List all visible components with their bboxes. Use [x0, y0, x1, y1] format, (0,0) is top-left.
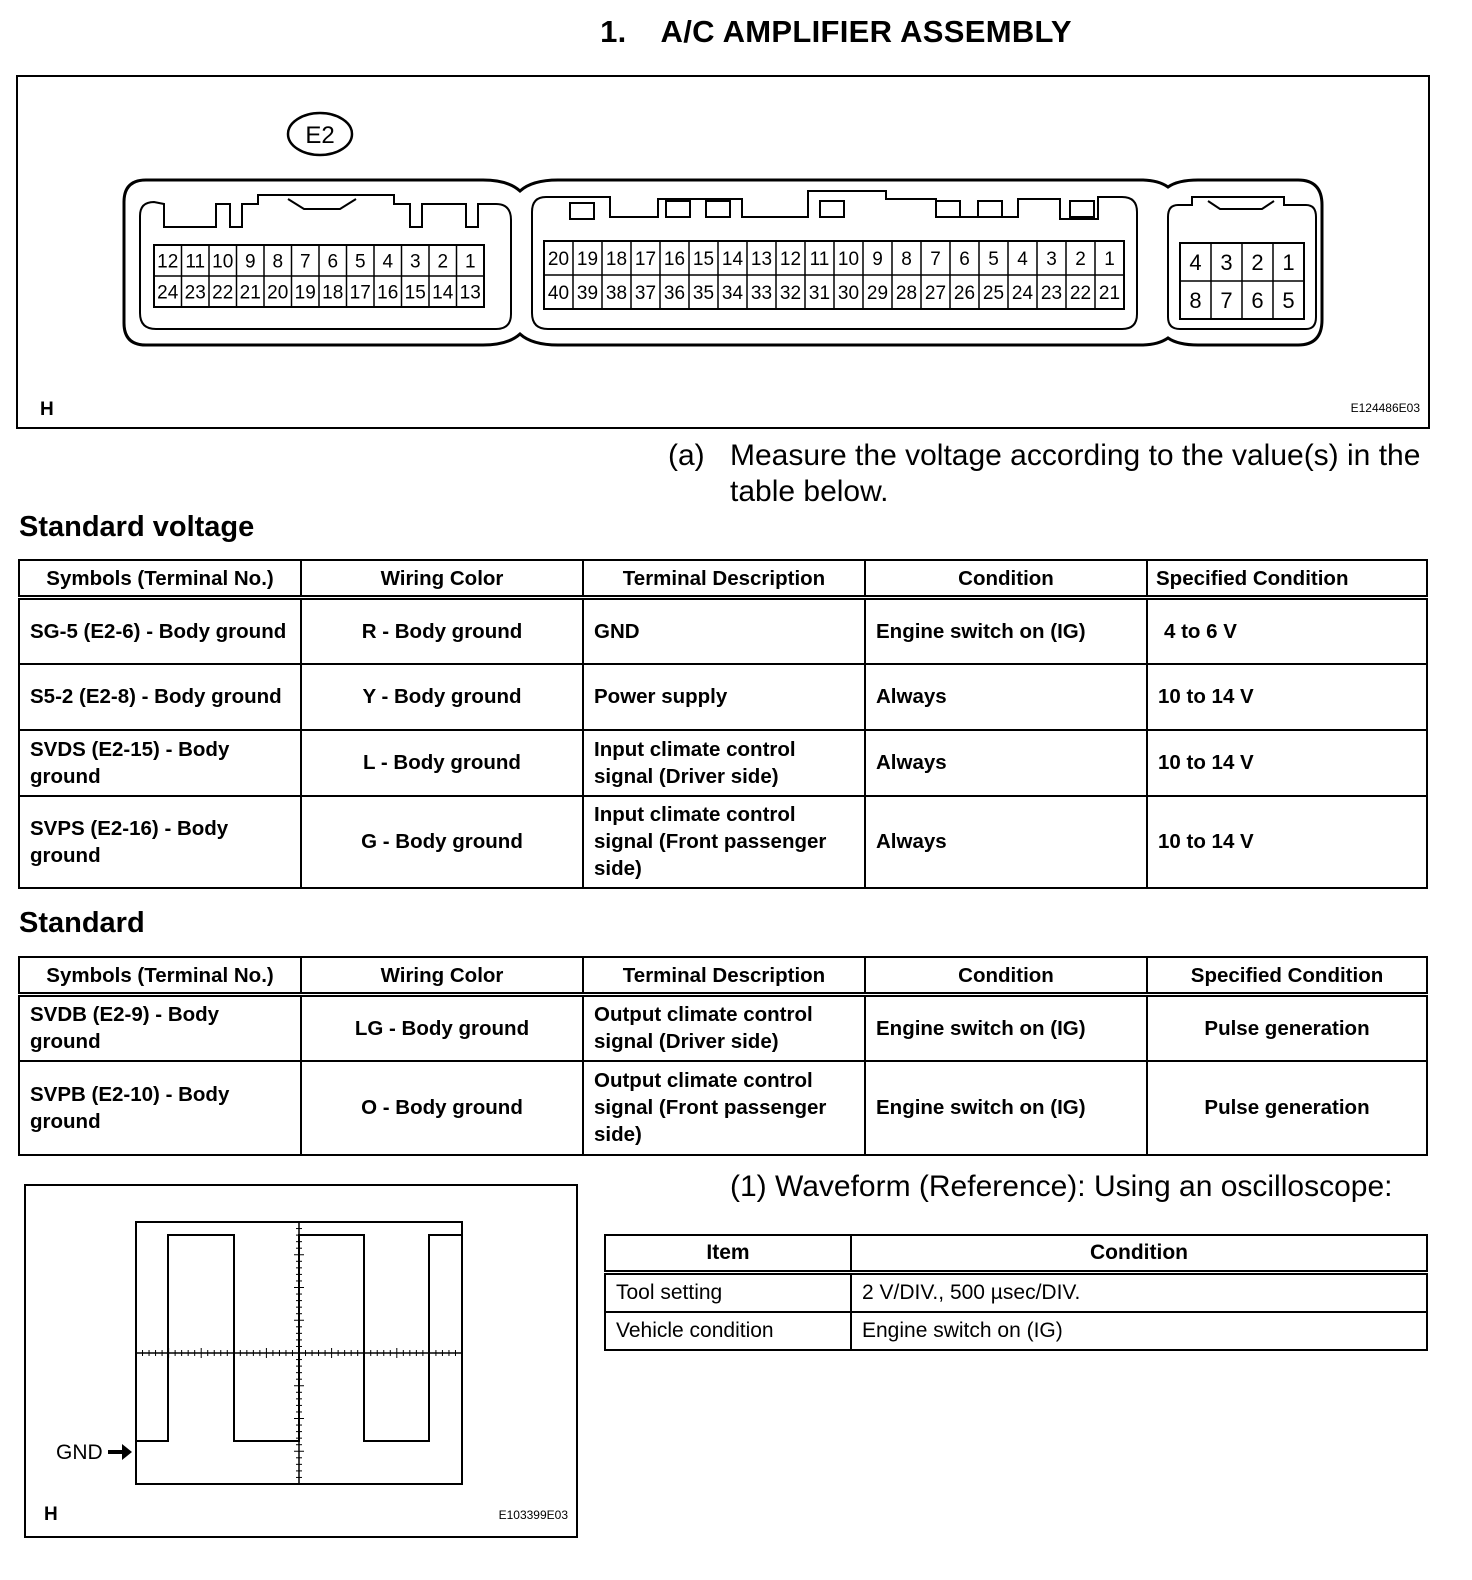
table-row [19, 1061, 1427, 1155]
pin-number: 26 [953, 282, 976, 304]
pin-number: 7 [1220, 287, 1233, 313]
corner-mark: H [40, 399, 54, 420]
standard-voltage-table [18, 559, 1428, 889]
wiring-cell: O - Body ground [301, 1061, 583, 1155]
pin-number: 12 [779, 248, 802, 270]
instruction [668, 438, 1448, 514]
pin-number: 35 [692, 282, 715, 304]
standard-table [18, 956, 1428, 1156]
pin-number: 6 [1251, 287, 1264, 313]
symbol-cell: SVPB (E2-10) - Body ground [19, 1061, 301, 1155]
pin-number: 14 [721, 248, 744, 270]
pin-number: 24 [1011, 282, 1034, 304]
pin-number: 4 [1017, 248, 1028, 270]
condition-cell: Engine switch on (IG) [851, 1312, 1427, 1350]
description-cell: Power supply [583, 664, 865, 730]
pin-number: 20 [547, 248, 570, 270]
table-row [605, 1273, 1427, 1313]
lock-window [978, 201, 1002, 217]
pin-number: 38 [605, 282, 628, 304]
table2-heading: Standard [19, 907, 145, 939]
gnd-arrow-icon [108, 1444, 132, 1460]
item-cell: Vehicle condition [605, 1312, 851, 1350]
pin-number: 11 [809, 248, 830, 270]
page-title [0, 14, 1472, 50]
lock-window [570, 203, 594, 219]
section-title: A/C AMPLIFIER ASSEMBLY [660, 14, 1072, 49]
waveform-caption: (1) Waveform (Reference): Using an oscilloscope: [730, 1170, 1393, 1203]
figure-id: E124486E03 [1350, 401, 1420, 415]
wiring-cell: LG - Body ground [301, 995, 583, 1061]
column-header: Specified Condition [1147, 560, 1427, 598]
pin-number: 32 [779, 282, 802, 304]
table-header-row [19, 560, 1427, 598]
pin-number: 1 [1104, 248, 1115, 270]
description-cell: Output climate control signal (Front passenger side) [583, 1061, 865, 1155]
pin-number: 1 [464, 251, 476, 273]
pin-number: 18 [605, 248, 628, 270]
gnd-label: GND [56, 1441, 103, 1464]
pin-number: 10 [837, 248, 860, 270]
condition-cell: Always [865, 664, 1147, 730]
pin-number: 21 [1098, 282, 1121, 304]
pin-number: 23 [1040, 282, 1063, 304]
wiring-cell: L - Body ground [301, 730, 583, 796]
column-header: Terminal Description [583, 957, 865, 995]
instruction-text: Measure the voltage according to the value(s) in the table below. [730, 439, 1421, 508]
pin-number: 4 [382, 251, 394, 273]
pin-number: 25 [982, 282, 1005, 304]
specified-cell: 10 to 14 V [1147, 796, 1427, 888]
pin-number: 17 [634, 248, 657, 270]
condition-cell: Engine switch on (IG) [865, 1061, 1147, 1155]
column-header: Symbols (Terminal No.) [19, 560, 301, 598]
waveform-condition-table [604, 1234, 1428, 1351]
symbol-cell: S5-2 (E2-8) - Body ground [19, 664, 301, 730]
specified-cell: 10 to 14 V [1147, 664, 1427, 730]
pin-number: 18 [322, 282, 344, 304]
pin-number: 36 [663, 282, 686, 304]
table-row [19, 664, 1427, 730]
pin-number: 12 [157, 251, 179, 273]
connector-label: E2 [305, 122, 335, 149]
pin-number: 24 [157, 282, 179, 304]
pin-number: 21 [239, 282, 261, 304]
table-row [19, 598, 1427, 664]
pin-number: 10 [212, 251, 234, 273]
pin-number: 16 [663, 248, 686, 270]
description-cell: GND [583, 598, 865, 664]
connector-diagram [18, 77, 1428, 427]
lock-window [666, 201, 690, 217]
condition-cell: Engine switch on (IG) [865, 598, 1147, 664]
pin-number: 11 [185, 251, 206, 273]
pin-number: 14 [432, 282, 454, 304]
condition-cell: Always [865, 730, 1147, 796]
pin-number: 9 [872, 248, 883, 270]
pin-number: 16 [377, 282, 399, 304]
condition-cell: Engine switch on (IG) [865, 995, 1147, 1061]
lock-window [820, 201, 844, 217]
lock-window [706, 201, 730, 217]
table-row [605, 1312, 1427, 1350]
pin-number: 22 [212, 282, 234, 304]
description-cell: Output climate control signal (Driver side) [583, 995, 865, 1061]
pin-number: 5 [988, 248, 999, 270]
item-cell: Tool setting [605, 1273, 851, 1313]
oscilloscope-waveform [26, 1186, 576, 1536]
pin-number: 30 [837, 282, 860, 304]
pin-number: 13 [750, 248, 773, 270]
column-header: Terminal Description [583, 560, 865, 598]
table1-heading: Standard voltage [19, 511, 255, 543]
column-header: Wiring Color [301, 957, 583, 995]
pin-number: 7 [299, 251, 311, 273]
table-row [19, 796, 1427, 888]
column-header: Specified Condition [1147, 957, 1427, 995]
wiring-cell: G - Body ground [301, 796, 583, 888]
pin-number: 15 [692, 248, 715, 270]
pin-number: 40 [547, 282, 570, 304]
column-header: Condition [865, 560, 1147, 598]
condition-cell: 2 V/DIV., 500 µsec/DIV. [851, 1273, 1427, 1313]
pin-number: 20 [267, 282, 289, 304]
figure-id: E103399E03 [498, 1508, 568, 1522]
pin-number: 6 [327, 251, 339, 273]
pin-number: 8 [272, 251, 284, 273]
pin-number: 22 [1069, 282, 1092, 304]
pin-grid [154, 241, 1304, 319]
instruction-label: (a) [668, 439, 705, 472]
pin-number: 2 [1251, 249, 1264, 275]
lock-window [936, 201, 960, 217]
specified-cell: 10 to 14 V [1147, 730, 1427, 796]
symbol-cell: SVDS (E2-15) - Body ground [19, 730, 301, 796]
wiring-cell: Y - Body ground [301, 664, 583, 730]
corner-mark: H [44, 1504, 58, 1525]
waveform-trace [136, 1235, 462, 1441]
wiring-cell: R - Body ground [301, 598, 583, 664]
description-cell: Input climate control signal (Driver side) [583, 730, 865, 796]
condition-cell: Always [865, 796, 1147, 888]
connector-latch-left [288, 199, 356, 209]
specified-cell: 4 to 6 V [1147, 598, 1427, 664]
pin-number: 1 [1282, 249, 1295, 275]
section-number: 1. [600, 14, 627, 49]
pin-number: 39 [576, 282, 599, 304]
waveform-figure [24, 1184, 578, 1538]
pin-number: 7 [930, 248, 941, 270]
pin-number: 34 [721, 282, 744, 304]
pin-number: 27 [924, 282, 947, 304]
connector-figure [16, 75, 1430, 429]
pin-number: 2 [1075, 248, 1086, 270]
table-row [19, 995, 1427, 1061]
pin-number: 3 [1046, 248, 1057, 270]
column-header: Symbols (Terminal No.) [19, 957, 301, 995]
description-cell: Input climate control signal (Front passenger side) [583, 796, 865, 888]
pin-number: 5 [354, 251, 366, 273]
pin-number: 15 [404, 282, 426, 304]
table-row [19, 730, 1427, 796]
symbol-cell: SVDB (E2-9) - Body ground [19, 995, 301, 1061]
pin-number: 19 [576, 248, 599, 270]
table-header-row [19, 957, 1427, 995]
pin-number: 4 [1189, 249, 1202, 275]
pin-number: 9 [244, 251, 256, 273]
pin-number: 13 [459, 282, 481, 304]
pin-number: 28 [895, 282, 918, 304]
table-header-row [605, 1235, 1427, 1273]
pin-number: 6 [959, 248, 970, 270]
symbol-cell: SVPS (E2-16) - Body ground [19, 796, 301, 888]
pin-number: 29 [866, 282, 889, 304]
pin-number: 3 [1220, 249, 1233, 275]
lock-window [1070, 201, 1094, 217]
specified-cell: Pulse generation [1147, 995, 1427, 1061]
pin-number: 3 [409, 251, 421, 273]
column-header: Condition [865, 957, 1147, 995]
symbol-cell: SG-5 (E2-6) - Body ground [19, 598, 301, 664]
pin-number: 23 [184, 282, 206, 304]
specified-cell: Pulse generation [1147, 1061, 1427, 1155]
pin-number: 31 [808, 282, 831, 304]
pin-number: 19 [294, 282, 316, 304]
column-header: Item [605, 1235, 851, 1273]
connector-latch-right [1208, 201, 1274, 209]
column-header: Wiring Color [301, 560, 583, 598]
pin-number: 8 [901, 248, 912, 270]
pin-number: 33 [750, 282, 773, 304]
pin-number: 17 [349, 282, 371, 304]
pin-number: 37 [634, 282, 657, 304]
column-header: Condition [851, 1235, 1427, 1273]
pin-number: 2 [437, 251, 449, 273]
pin-number: 8 [1189, 287, 1202, 313]
pin-number: 5 [1282, 287, 1295, 313]
